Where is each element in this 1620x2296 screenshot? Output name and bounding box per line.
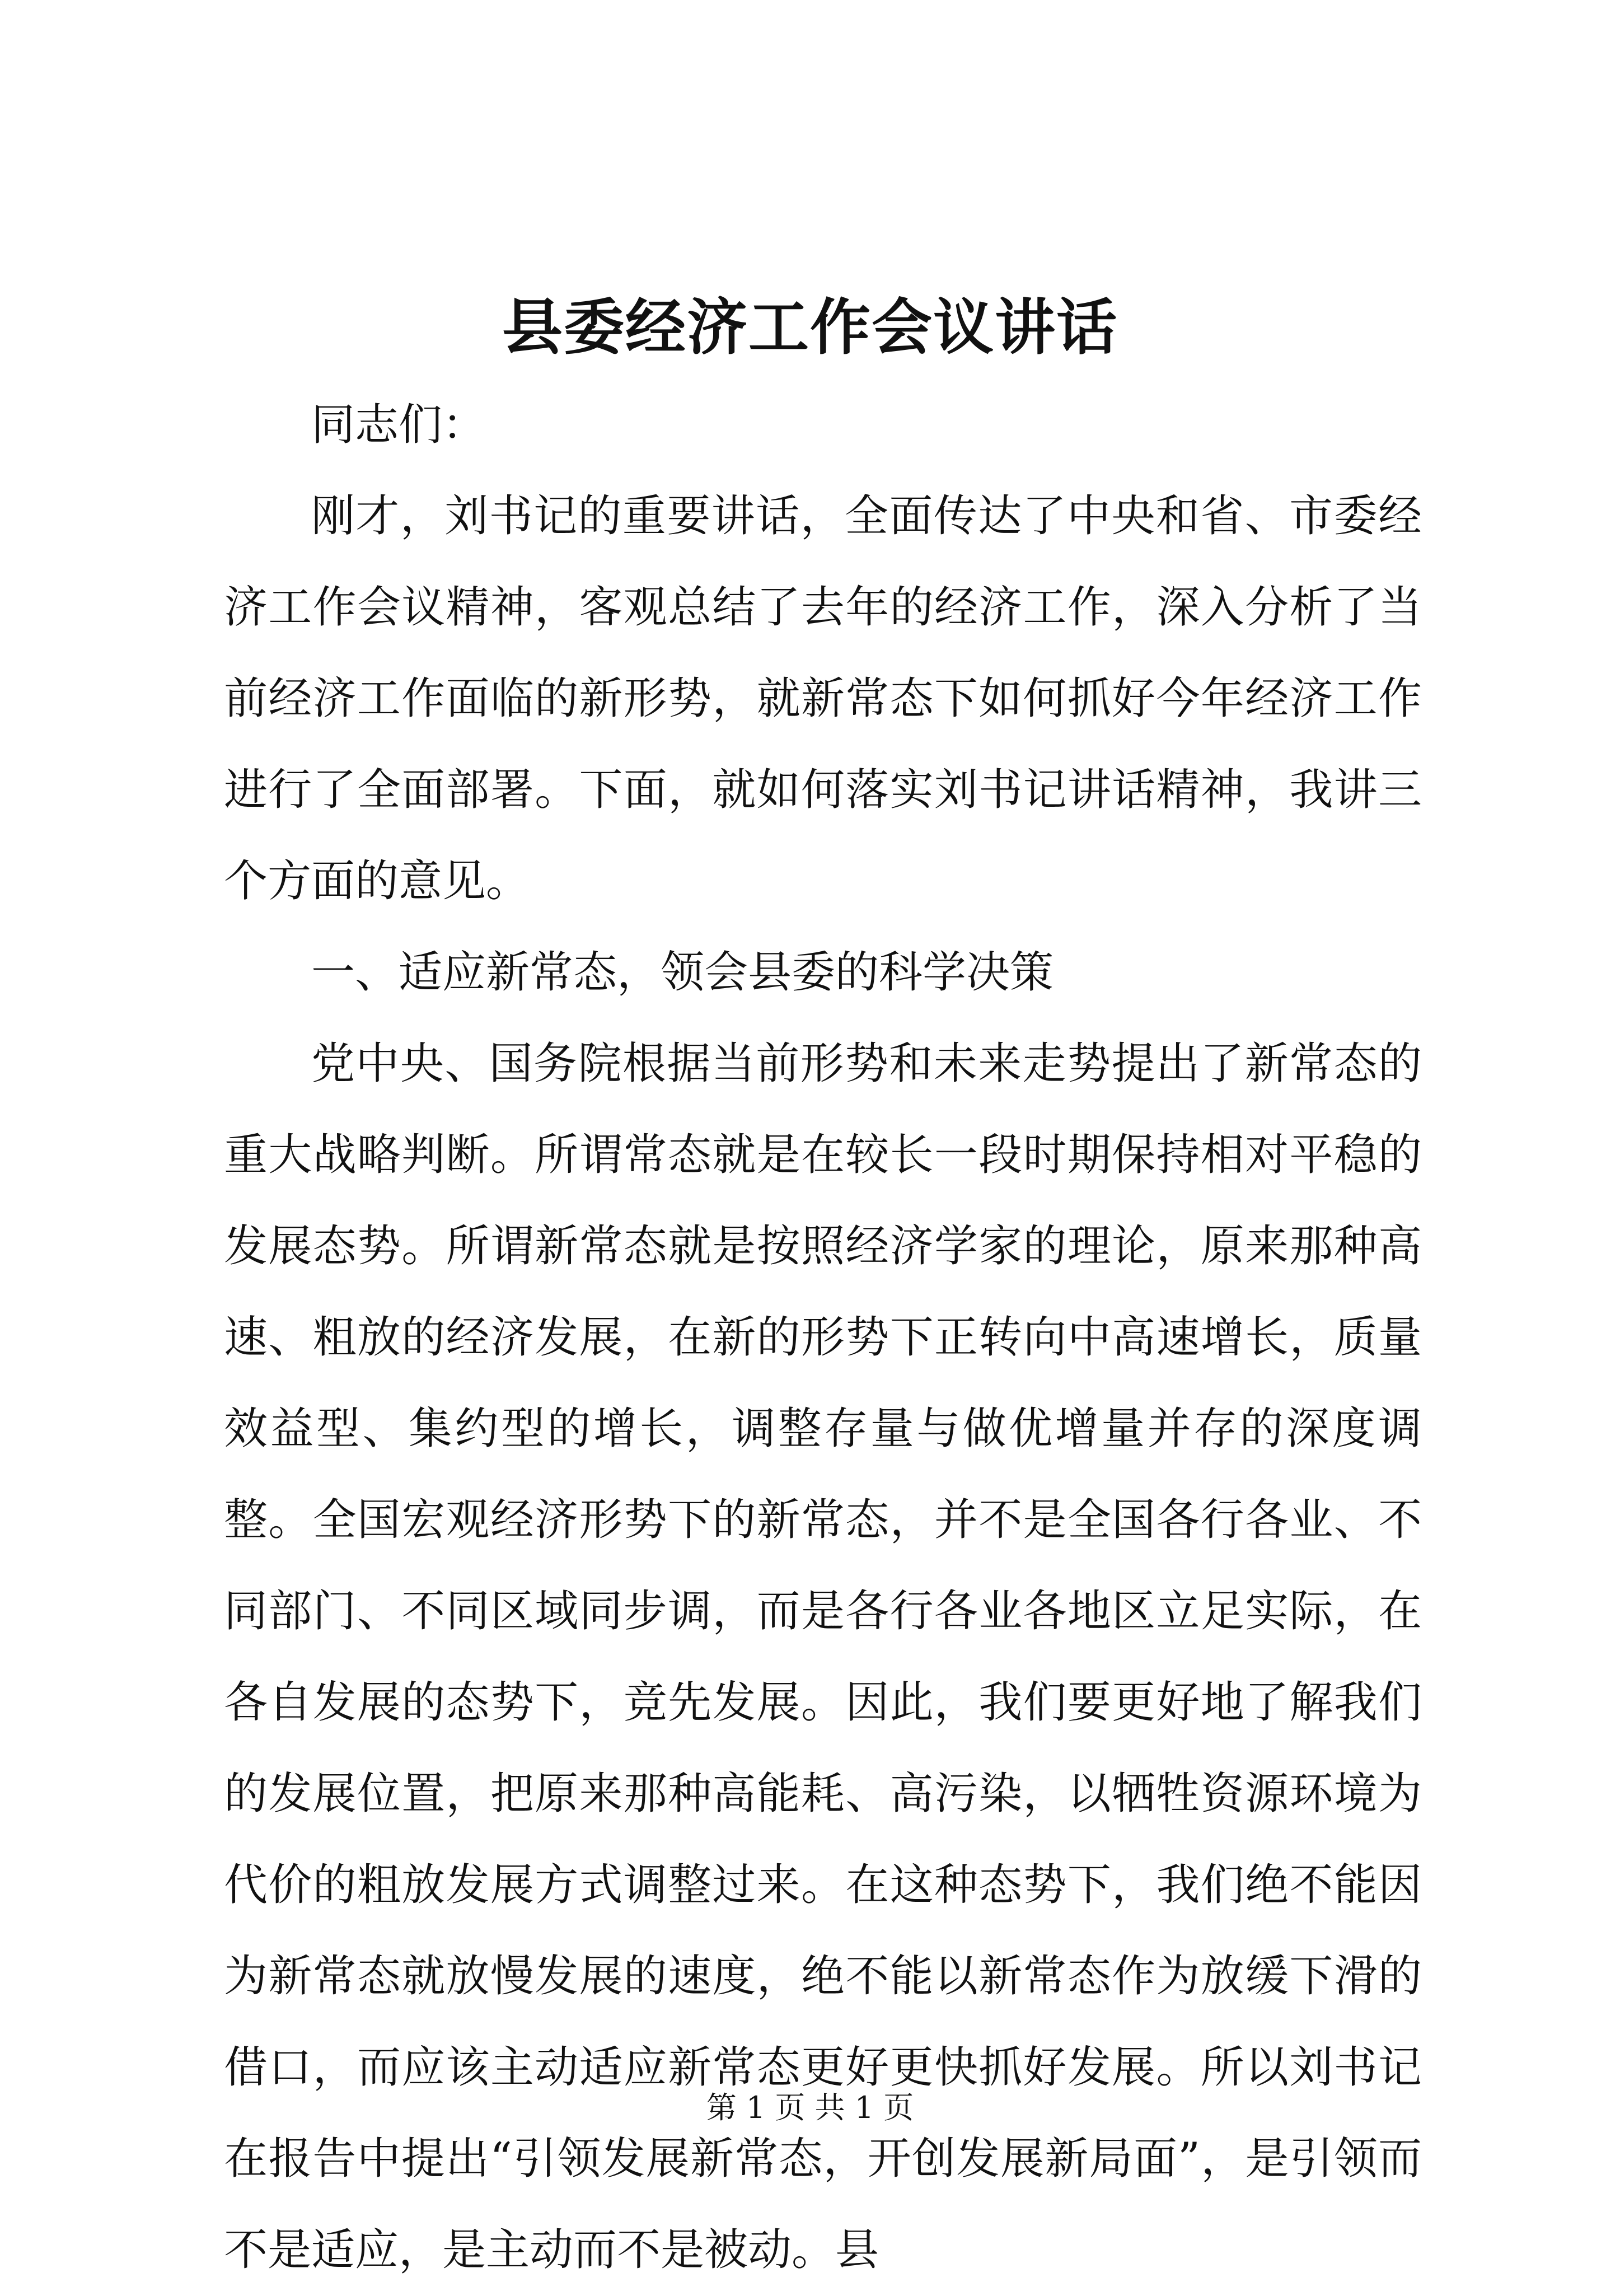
document-title: 县委经济工作会议讲话: [502, 292, 1118, 363]
body-paragraph: 党中央、国务院根据当前形势和未来走势提出了新常态的重大战略判断。所谓常态就是在较长一段时期保持相对平稳的发展态势。所谓新常态就是按照经济学家的理论，原来那种高速、粗放的经济发展，在新的形势下正转向中高速增长，质量效益型、集约型的增长，调整存量与做优增量并存的深度调整。全国宏观经济形势下的新常态，并不是全国各行各业、不同部门、不同区域同步调，而是各行各业各地区立足实际，在各自发展的态势下，竞先发展。因此，我们要更好地了解我们的发展位置，把原来那种高能耗、高污染，以牺牲资源环境为代价的粗放发展方式调整过来。在这种态势下，我们绝不能因为新常态就放慢发展的速度，绝不能以新常态作为放缓下滑的借口，而应该主动适应新常态更好更快抓好发展。所以刘书记在报告中提出“引领发展新常态，开创发展新局面”，是引领而不是适应，是主动而不是被动。县: [224, 1039, 1422, 2275]
intro-paragraph: 刚才，刘书记的重要讲话，全面传达了中央和省、市委经济工作会议精神，客观总结了去年的经济工作，深入分析了当前经济工作面临的新形势，就新常态下如何抓好今年经济工作进行了全面部署。下面，就如何落实刘书记讲话精神，我讲三个方面的意见。: [224, 491, 1422, 906]
document-body: [224, 380, 1422, 2296]
page-footer: 第 1 页 共 1 页: [706, 2090, 914, 2125]
salutation-paragraph: 同志们：: [311, 400, 486, 450]
section-heading: 一、适应新常态，领会县委的科学决策: [311, 947, 1054, 998]
